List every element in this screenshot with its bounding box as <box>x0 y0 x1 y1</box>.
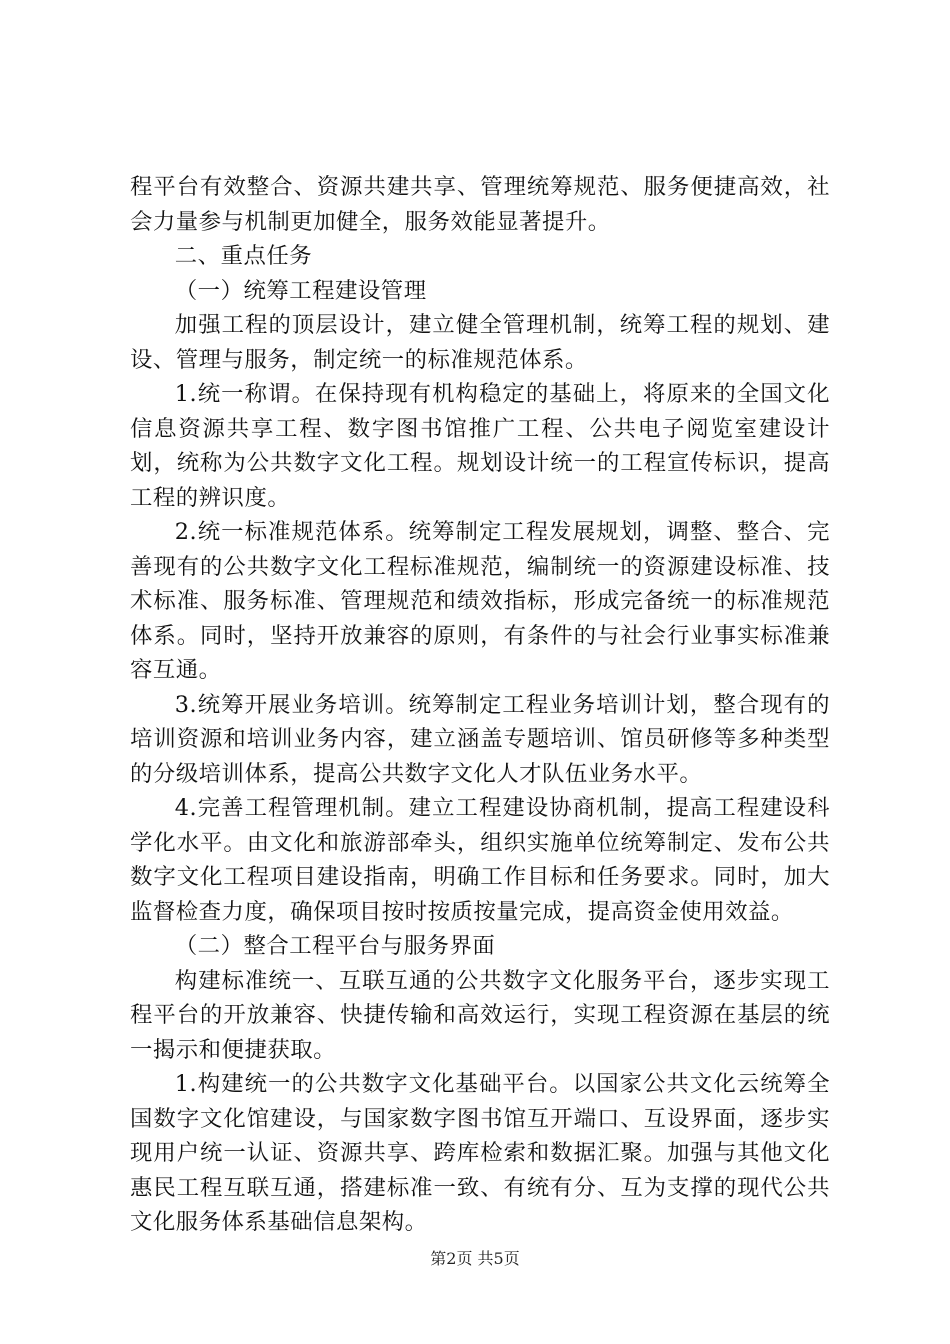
list-item-paragraph: 3.统筹开展业务培训。统筹制定工程业务培训计划，整合现有的培训资源和培训业务内容，建立涵盖专题培训、馆员研修等多种类型的分级培训体系，提高公共数字文化人才队伍业务水平。 <box>130 691 830 787</box>
paragraph: 加强工程的顶层设计，建立健全管理机制，统筹工程的规划、建设、管理与服务，制定统一的标准规范体系。 <box>130 312 830 373</box>
subsection-heading: （二）整合工程平台与服务界面 <box>174 933 496 959</box>
document-body <box>130 170 830 1240</box>
section-heading: 二、重点任务 <box>174 243 313 269</box>
page-footer: 第2页 共5页 <box>430 1249 520 1268</box>
list-item-paragraph: 1.统一称谓。在保持现有机构稳定的基础上，将原来的全国文化信息资源共享工程、数字图书馆推广工程、公共电子阅览室建设计划，统称为公共数字文化工程。规划设计统一的工程宣传标识，提高工程的辨识度。 <box>130 381 830 511</box>
list-item-paragraph: 2.统一标准规范体系。统筹制定工程发展规划，调整、整合、完善现有的公共数字文化工程标准规范，编制统一的资源建设标准、技术标准、服务标准、管理规范和绩效指标，形成完备统一的标准规范体系。同时，坚持开放兼容的原则，有条件的与社会行业事实标准兼容互通。 <box>130 519 830 683</box>
subsection-heading: （一）统筹工程建设管理 <box>174 277 427 304</box>
paragraph: 构建标准统一、互联互通的公共数字文化服务平台，逐步实现工程平台的开放兼容、快捷传输和高效运行，实现工程资源在基层的统一揭示和便捷获取。 <box>130 967 830 1063</box>
list-item-paragraph: 1.构建统一的公共数字文化基础平台。以国家公共文化云统筹全国数字文化馆建设，与国家数字图书馆互开端口、互设界面，逐步实现用户统一认证、资源共享、跨库检索和数据汇聚。加强与其他文化惠民工程互联互通，搭建标准一致、有统有分、互为支撑的现代公共文化服务体系基础信息架构。 <box>130 1071 830 1235</box>
paragraph-continuation: 程平台有效整合、资源共建共享、管理统筹规范、服务便捷高效，社会力量参与机制更加健全，服务效能显著提升。 <box>130 174 830 235</box>
list-item-paragraph: 4.完善工程管理机制。建立工程建设协商机制，提高工程建设科学化水平。由文化和旅游部牵头，组织实施单位统筹制定、发布公共数字文化工程项目建设指南，明确工作目标和任务要求。同时，加大监督检查力度，确保项目按时按质按量完成，提高资金使用效益。 <box>130 795 830 925</box>
